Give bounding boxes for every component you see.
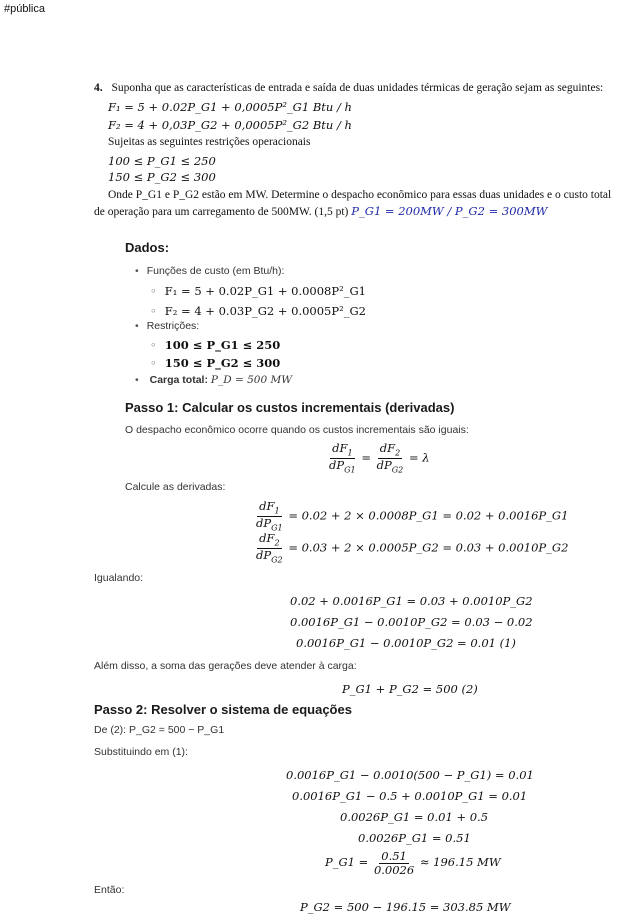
- restr-label: • Restrições:: [135, 320, 199, 332]
- ig-2: 0.0016P_G1 − 0.0010P_G2 = 0.03 − 0.02: [290, 615, 533, 629]
- frac-df1: $\frac{dF_1}{dP_{G1}}$: [329, 441, 356, 475]
- step2-title: Passo 2: Resolver o sistema de equações: [94, 702, 352, 717]
- question-answer: P_G1 = 200MW / P_G2 = 300MW: [351, 204, 548, 218]
- question-number: 4.: [94, 82, 103, 94]
- question-intro-line: [94, 82, 603, 94]
- question-f1: F₁ = 5 + 0.02P_G1 + 0,0005P²_G1 Btu / h: [108, 100, 352, 114]
- question-body-2-line: [94, 204, 547, 218]
- cost-f1: ◦ F₁ = 5 + 0.02P_G1 + 0.0008P²_G1: [150, 284, 366, 298]
- subst-label: Substituindo em (1):: [94, 746, 188, 758]
- de2-line: De (2): P_G2 = 500 − P_G1: [94, 724, 225, 736]
- question-intro: Suponha que as características de entrada e saída de duas unidades térmicas de geração sejam as seguintes:: [111, 82, 604, 94]
- public-tag: #pública: [4, 3, 45, 15]
- load-value: P_D = 500 MW: [210, 374, 293, 386]
- frac-df2: $\frac{dF_2}{dP_{G2}}$: [376, 441, 404, 475]
- deriv-1-rhs: = 0.02 + 2 × 0.0008P_G1 = 0.02 + 0.0016P_G1: [288, 508, 569, 523]
- entao-label: Então:: [94, 884, 125, 896]
- load-label: Carga total:: [149, 374, 208, 386]
- restr-2: ◦ 150 ≤ P_G2 ≤ 300: [150, 356, 280, 370]
- deriv-2: $\frac{dF_2}{dP_{G2}}$ = 0.03 + 2 × 0.0005P_G2 = 0.03 + 0.0010P_G2: [256, 531, 569, 565]
- question-body-1: Onde P_G1 e P_G2 estão em MW. Determine o despacho econômico para essas duas unidades e o custo total: [108, 189, 612, 201]
- s-3: 0.0026P_G1 = 0.01 + 0.5: [340, 810, 489, 824]
- s-4: 0.0026P_G1 = 0.51: [358, 831, 471, 845]
- deriv-2-rhs: = 0.03 + 2 × 0.0005P_G2 = 0.03 + 0.0010P_G2: [288, 540, 569, 555]
- soma-text: Além disso, a soma das gerações deve atender à carga:: [94, 660, 357, 672]
- step1-title: Passo 1: Calcular os custos incrementais (derivadas): [125, 400, 455, 415]
- s-5: [325, 850, 501, 876]
- question-c1: 100 ≤ P_G1 ≤ 250: [108, 154, 216, 168]
- cost-funcs-label: • Funções de custo (em Btu/h):: [135, 265, 284, 277]
- deriv-1: $\frac{dF_1}{dP_{G1}}$ = 0.02 + 2 × 0.0008P_G1 = 0.02 + 0.0016P_G1: [256, 499, 569, 533]
- ig-1: 0.02 + 0.0016P_G1 = 0.03 + 0.0010P_G2: [290, 594, 533, 608]
- lambda-equation: $\frac{dF_1}{dP_{G1}}$ = $\frac{dF_2}{dP_{G2}}$ = λ: [329, 441, 430, 475]
- question-body-2: de operação para um carregamento de 500MW. (1,5 pt): [94, 206, 349, 218]
- s-5-lhs: P_G1 =: [325, 855, 369, 870]
- step1-text: O despacho econômico ocorre quando os custos incrementais são iguais:: [125, 424, 469, 436]
- final-result: P_G2 = 500 − 196.15 = 303.85 MW: [300, 900, 511, 914]
- question-constraints-label: Sujeitas as seguintes restrições operacionais: [108, 136, 311, 148]
- s-2: 0.0016P_G1 − 0.5 + 0.0010P_G1 = 0.01: [292, 789, 528, 803]
- restr-1: ◦ 100 ≤ P_G1 ≤ 250: [150, 338, 280, 352]
- calc-deriv-label: Calcule as derivadas:: [125, 481, 226, 493]
- load-line: [135, 374, 292, 386]
- cost-f2: ◦ F₂ = 4 + 0.03P_G2 + 0.0005P²_G2: [150, 304, 366, 318]
- question-f2: F₂ = 4 + 0,03P_G2 + 0,0005P²_G2 Btu / h: [108, 118, 352, 132]
- soma-eq: P_G1 + P_G2 = 500 (2): [342, 682, 478, 696]
- lambda-rhs: = λ: [408, 450, 430, 465]
- s-5-frac: $\frac{0.51}{0.0026}$: [373, 849, 415, 877]
- s-5-rhs: ≈ 196.15 MW: [419, 855, 501, 870]
- question-c2: 150 ≤ P_G2 ≤ 300: [108, 170, 216, 184]
- igualando-label: Igualando:: [94, 572, 144, 584]
- dados-heading: Dados:: [125, 240, 170, 255]
- s-1: 0.0016P_G1 − 0.0010(500 − P_G1) = 0.01: [286, 768, 534, 782]
- ig-3: 0.0016P_G1 − 0.0010P_G2 = 0.01 (1): [296, 636, 516, 650]
